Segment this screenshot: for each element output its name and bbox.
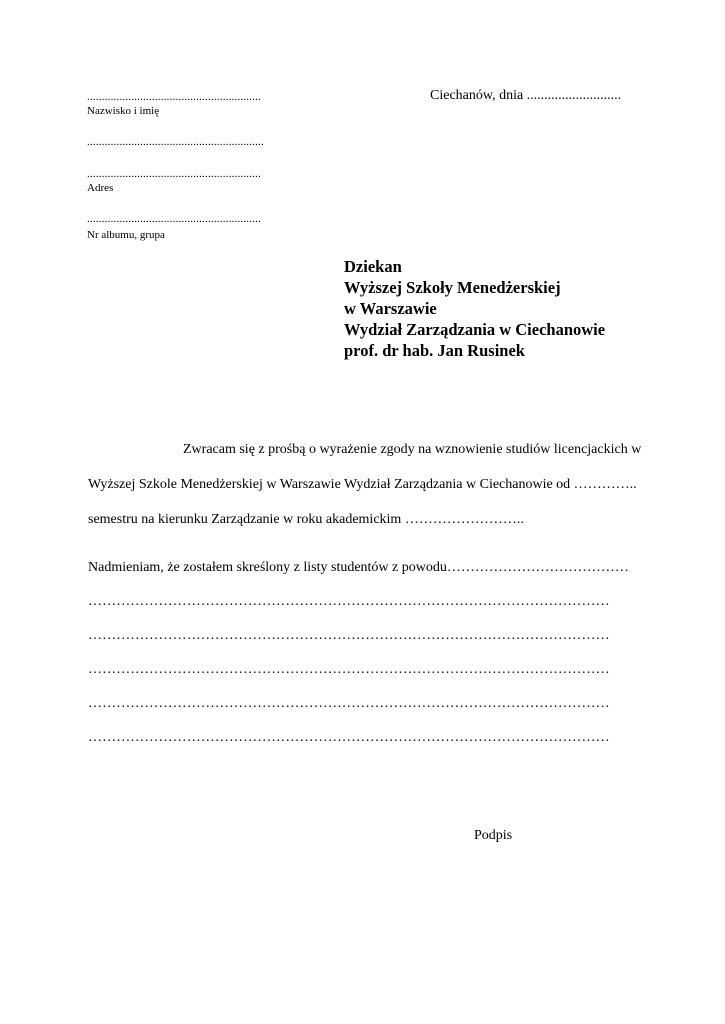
album-fill-line: ...........................................................: [87, 213, 262, 225]
request-line-2: Wyższej Szkole Menedżerskiej w Warszawie Wydział Zarządzania w Ciechanowie od …………..: [88, 477, 637, 492]
request-line-3: semestru na kierunku Zarządzanie w roku akademickim ……………………..: [88, 512, 524, 527]
address-fill-line-1: ............................................................: [87, 136, 264, 148]
address-fill-line-2: ...........................................................: [87, 168, 262, 180]
addressee-title: Dziekan: [344, 257, 402, 276]
addressee-city: w Warszawie: [344, 299, 437, 318]
request-line-1: Zwracam się z prośbą o wyrażenie zgody na wznowienie studiów licencjackich w: [183, 442, 642, 457]
addressee-school: Wyższej Szkoły Menedżerskiej: [344, 278, 561, 297]
reason-dots-5: …………………………………………………………………………………………………: [88, 730, 610, 745]
address-label: Adres: [87, 182, 114, 194]
addressee-block: [344, 256, 605, 361]
album-label: Nr albumu, grupa: [87, 229, 165, 241]
place-date: Ciechanów, dnia ...........................: [430, 88, 622, 103]
name-label: Nazwisko i imię: [87, 105, 160, 117]
reason-dots-1: …………………………………………………………………………………………………: [88, 594, 610, 609]
addressee-faculty: Wydział Zarządzania w Ciechanowie: [344, 320, 606, 339]
reason-dots-2: …………………………………………………………………………………………………: [88, 628, 610, 643]
name-fill-line: ...........................................................: [87, 91, 262, 103]
signature-label: Podpis: [474, 828, 513, 843]
reason-dots-3: …………………………………………………………………………………………………: [88, 662, 610, 677]
addressee-dean-name: prof. dr hab. Jan Rusinek: [344, 341, 525, 360]
reason-dots-4: …………………………………………………………………………………………………: [88, 696, 610, 711]
reason-line: Nadmieniam, że zostałem skreślony z listy studentów z powodu…………………………………: [88, 560, 629, 575]
